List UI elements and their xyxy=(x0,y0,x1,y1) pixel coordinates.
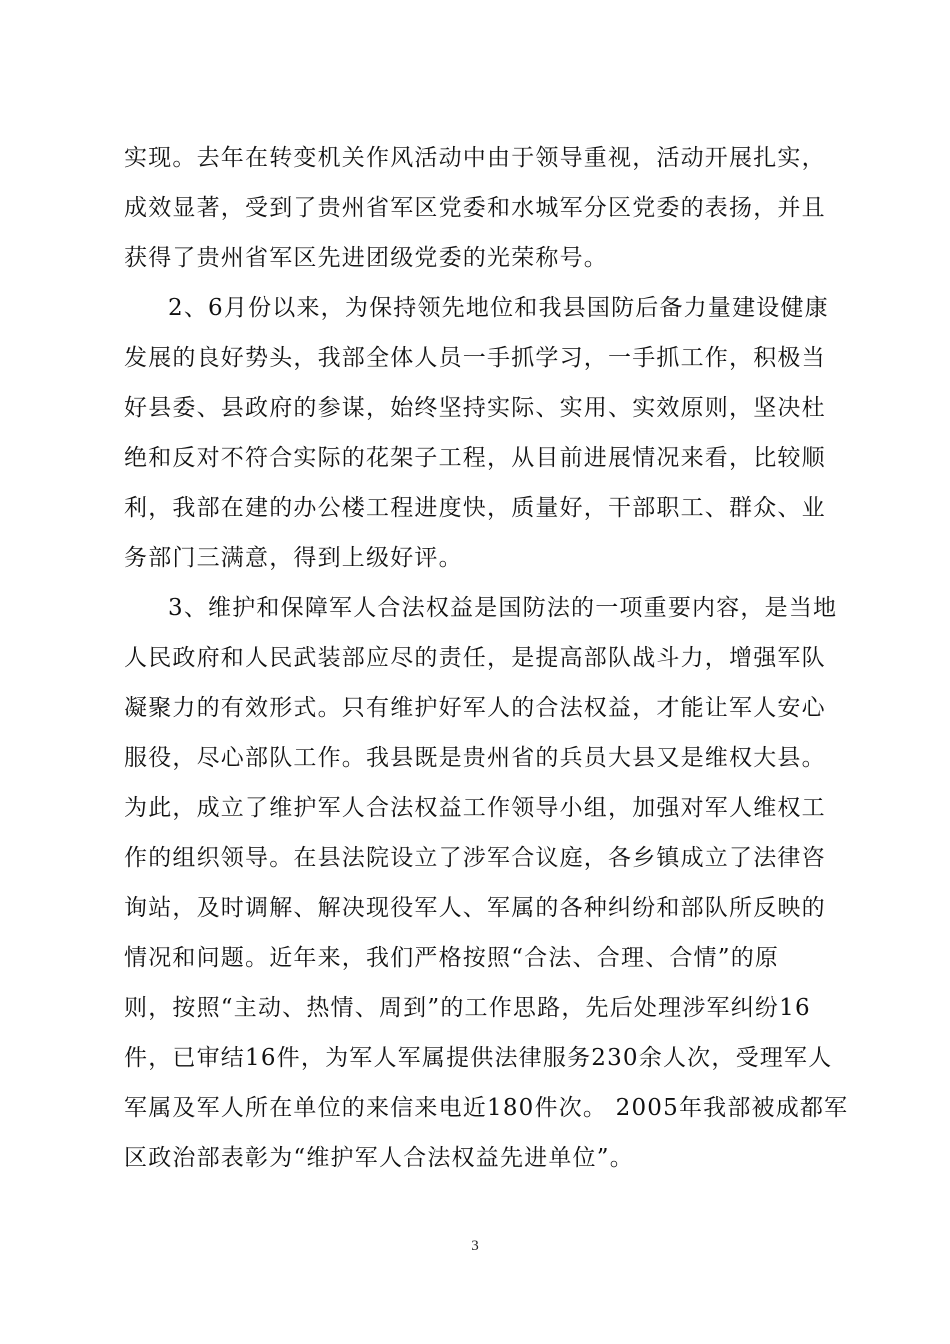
text-line: 成效显著，受到了贵州省军区党委和水城军分区党委的表扬，并且 xyxy=(124,195,826,221)
text-line: 2、6月份以来，为保持领先地位和我县国防后备力量建设健康 xyxy=(168,295,829,321)
text-line: 凝聚力的有效形式。只有维护好军人的合法权益，才能让军人安心 xyxy=(124,695,826,721)
text-line: 务部门三满意，得到上级好评。 xyxy=(124,545,463,571)
text-line: 人民政府和人民武装部应尽的责任，是提高部队战斗力，增强军队 xyxy=(124,645,826,671)
text-line: 件，已审结16件，为军人军属提供法律服务230余人次，受理军人 xyxy=(124,1045,833,1071)
page-number: 3 xyxy=(471,1238,479,1254)
text-line: 实现。去年在转变机关作风活动中由于领导重视，活动开展扎实， xyxy=(124,145,826,171)
text-line: 军属及军人所在单位的来信来电近180件次。 2005年我部被成都军 xyxy=(124,1095,849,1121)
text-line: 则，按照“主动、热情、周到”的工作思路，先后处理涉军纠纷16 xyxy=(124,995,811,1021)
text-line: 获得了贵州省军区先进团级党委的光荣称号。 xyxy=(124,245,608,271)
text-line: 绝和反对不符合实际的花架子工程，从目前进展情况来看，比较顺 xyxy=(124,445,826,471)
text-line: 发展的良好势头，我部全体人员一手抓学习，一手抓工作，积极当 xyxy=(124,345,826,371)
text-line: 询站，及时调解、解决现役军人、军属的各种纠纷和部队所反映的 xyxy=(124,895,826,921)
text-line: 3、维护和保障军人合法权益是国防法的一项重要内容，是当地 xyxy=(168,595,838,621)
text-line: 情况和问题。近年来，我们严格按照“合法、合理、合情”的原 xyxy=(124,945,780,971)
text-line: 区政治部表彰为“维护军人合法权益先进单位”。 xyxy=(124,1145,634,1171)
text-line: 服役，尽心部队工作。我县既是贵州省的兵员大县又是维权大县。 xyxy=(124,745,826,771)
text-line: 作的组织领导。在县法院设立了涉军合议庭，各乡镇成立了法律咨 xyxy=(124,845,826,871)
text-line: 好县委、县政府的参谋，始终坚持实际、实用、实效原则，坚决杜 xyxy=(124,395,826,421)
text-line: 利，我部在建的办公楼工程进度快，质量好，干部职工、群众、业 xyxy=(124,495,826,521)
text-line: 为此，成立了维护军人合法权益工作领导小组，加强对军人维权工 xyxy=(124,795,826,821)
